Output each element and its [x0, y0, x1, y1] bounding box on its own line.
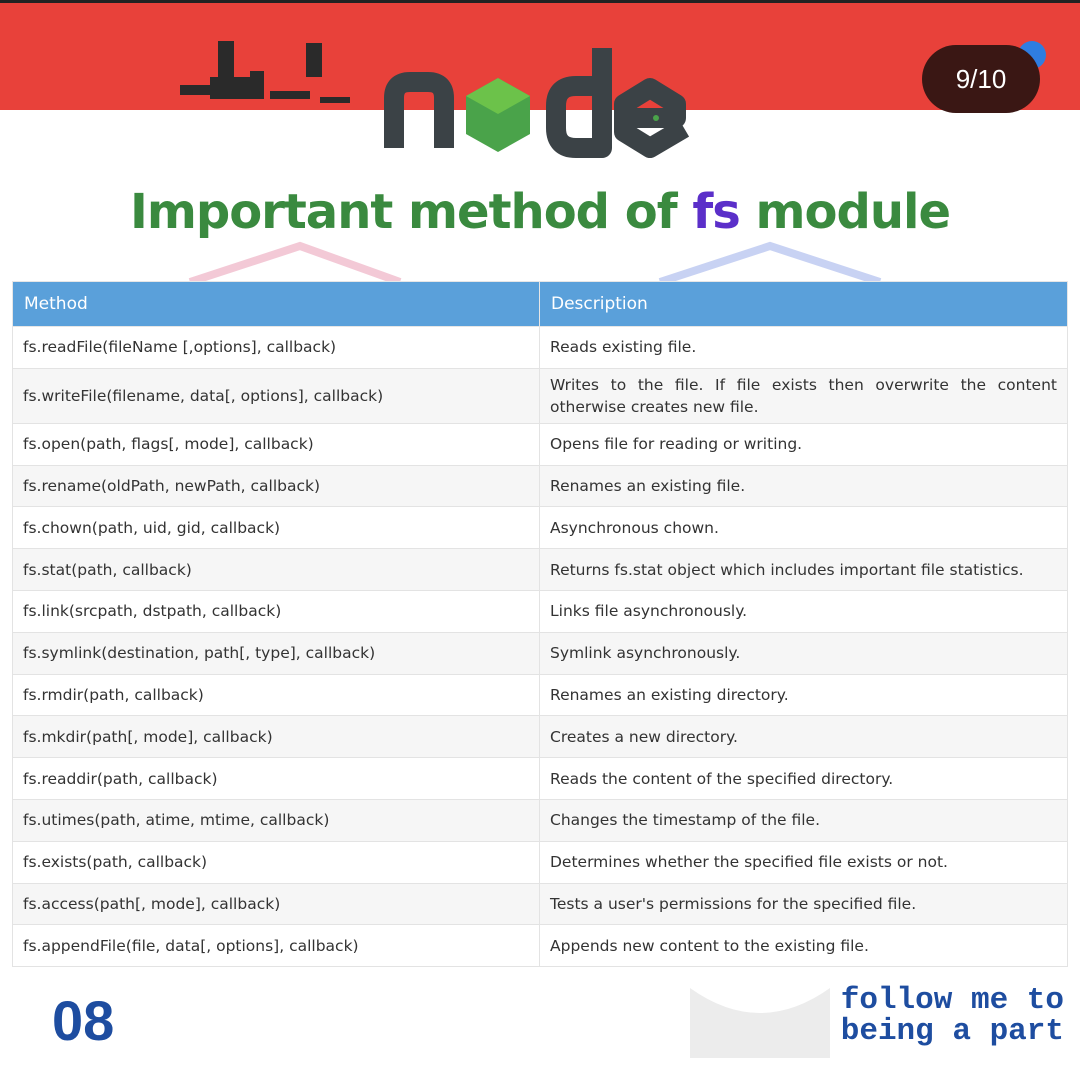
- page-title: [0, 184, 1080, 240]
- logo-text: node: [380, 28, 383, 29]
- description-cell: Creates a new directory.: [540, 716, 1068, 758]
- description-cell: Returns fs.stat object which includes important file statistics.: [540, 549, 1068, 591]
- method-cell: fs.link(srcpath, dstpath, callback): [13, 590, 540, 632]
- table-row: [13, 674, 1068, 716]
- title-highlight: fs: [692, 184, 740, 240]
- nodejs-logo: [380, 28, 700, 158]
- background-decoration-bottom: [690, 978, 830, 1058]
- table-row: [13, 883, 1068, 925]
- follow-line-2: being a part: [840, 1014, 1064, 1049]
- table-row: [13, 549, 1068, 591]
- method-cell: fs.readdir(path, callback): [13, 758, 540, 800]
- method-cell: fs.appendFile(file, data[, options], callback): [13, 925, 540, 967]
- table-row: [13, 327, 1068, 369]
- method-cell: fs.symlink(destination, path[, type], callback): [13, 632, 540, 674]
- description-cell: Reads existing file.: [540, 327, 1068, 369]
- redacted-logo-fragment: [180, 41, 360, 105]
- description-cell: Writes to the file. If file exists then overwrite the content otherwise creates new file.: [540, 368, 1068, 423]
- table-row: [13, 465, 1068, 507]
- table-row: [13, 758, 1068, 800]
- table-row: [13, 507, 1068, 549]
- title-prefix: Important method of: [129, 184, 693, 240]
- description-cell: Links file asynchronously.: [540, 590, 1068, 632]
- follow-line-1: follow me to: [840, 983, 1064, 1018]
- description-cell: Determines whether the specified file exists or not.: [540, 841, 1068, 883]
- description-cell: Renames an existing directory.: [540, 674, 1068, 716]
- method-cell: fs.open(path, flags[, mode], callback): [13, 423, 540, 465]
- follow-caption: [841, 985, 1064, 1047]
- method-cell: fs.utimes(path, atime, mtime, callback): [13, 799, 540, 841]
- title-suffix: module: [739, 184, 951, 240]
- description-cell: Reads the content of the specified directory.: [540, 758, 1068, 800]
- table-row: [13, 841, 1068, 883]
- table-row: [13, 925, 1068, 967]
- description-cell: Tests a user's permissions for the specified file.: [540, 883, 1068, 925]
- table-row: [13, 590, 1068, 632]
- table-row: [13, 632, 1068, 674]
- description-cell: Symlink asynchronously.: [540, 632, 1068, 674]
- column-header-description: Description: [540, 282, 1068, 327]
- fs-methods-table: [12, 281, 1068, 967]
- method-cell: fs.writeFile(filename, data[, options], callback): [13, 368, 540, 423]
- method-cell: fs.readFile(fileName [,options], callback): [13, 327, 540, 369]
- description-cell: Asynchronous chown.: [540, 507, 1068, 549]
- page-number: 08: [52, 989, 115, 1052]
- description-cell: Changes the timestamp of the file.: [540, 799, 1068, 841]
- method-cell: fs.rmdir(path, callback): [13, 674, 540, 716]
- method-cell: fs.mkdir(path[, mode], callback): [13, 716, 540, 758]
- table-row: [13, 716, 1068, 758]
- method-cell: fs.chown(path, uid, gid, callback): [13, 507, 540, 549]
- method-cell: fs.stat(path, callback): [13, 549, 540, 591]
- column-header-method: Method: [13, 282, 540, 327]
- description-cell: Renames an existing file.: [540, 465, 1068, 507]
- slide-counter: 9/10: [922, 45, 1040, 113]
- method-cell: fs.access(path[, mode], callback): [13, 883, 540, 925]
- description-cell: Opens file for reading or writing.: [540, 423, 1068, 465]
- description-cell: Appends new content to the existing file.: [540, 925, 1068, 967]
- table-row: [13, 423, 1068, 465]
- table-row: [13, 368, 1068, 423]
- table-header-row: [13, 282, 1068, 327]
- method-cell: fs.exists(path, callback): [13, 841, 540, 883]
- method-cell: fs.rename(oldPath, newPath, callback): [13, 465, 540, 507]
- table-row: [13, 799, 1068, 841]
